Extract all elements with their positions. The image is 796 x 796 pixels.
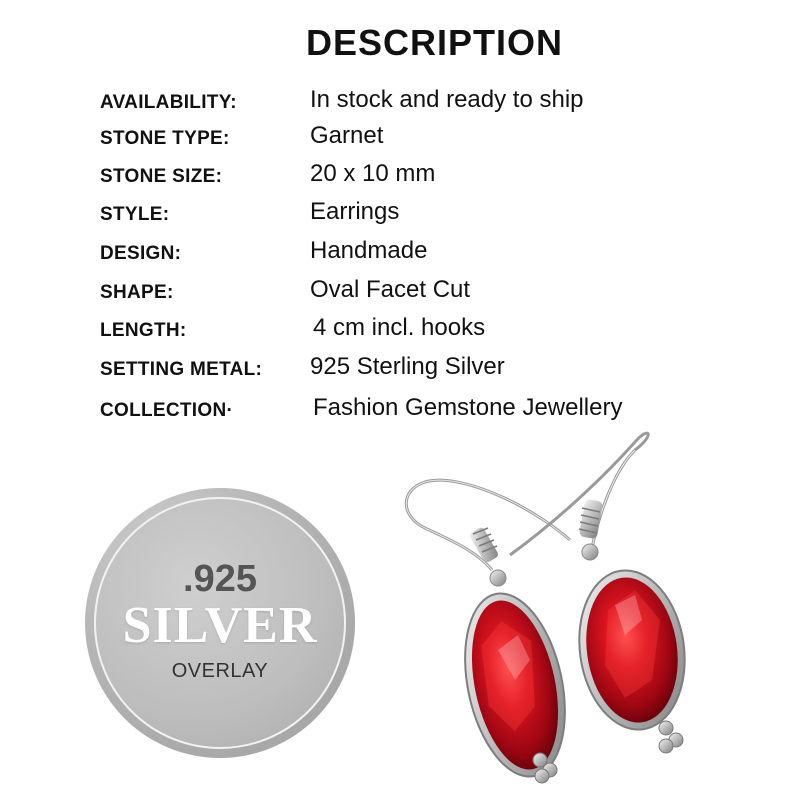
spec-row-stone-size <box>0 160 796 192</box>
spec-label: LENGTH: <box>100 320 187 341</box>
left-earring <box>406 480 580 786</box>
spec-value: 4 cm incl. hooks <box>313 314 486 341</box>
earrings-photo <box>380 430 710 790</box>
spec-label: SETTING METAL: <box>100 359 263 380</box>
spec-row-length <box>0 314 796 346</box>
badge-finish: OVERLAY <box>171 660 269 682</box>
spec-row-shape <box>0 276 796 308</box>
spec-value: Oval Facet Cut <box>310 276 471 303</box>
badge-purity: .925 <box>183 558 257 600</box>
spec-value: Garnet <box>310 122 384 149</box>
spec-value: Handmade <box>310 237 428 264</box>
spec-label: AVAILABILITY: <box>100 92 237 113</box>
spec-row-collection <box>0 394 796 426</box>
spec-label: SHAPE: <box>100 282 174 303</box>
spec-row-design <box>0 237 796 269</box>
badge-metal: SILVER <box>122 597 318 654</box>
spec-label: STONE TYPE: <box>100 128 230 149</box>
spec-label: STYLE: <box>100 204 170 225</box>
spec-value: Fashion Gemstone Jewellery <box>313 394 623 421</box>
spec-row-setting-metal <box>0 353 796 385</box>
silver-overlay-badge <box>85 488 355 758</box>
spec-row-availability <box>0 86 796 118</box>
spec-row-style <box>0 198 796 230</box>
spec-value: 20 x 10 mm <box>310 160 436 187</box>
spec-label: DESIGN: <box>100 243 182 264</box>
spec-value: 925 Sterling Silver <box>310 353 505 380</box>
spec-value: Earrings <box>310 198 400 225</box>
spec-label: COLLECTION· <box>100 400 234 421</box>
spec-value: In stock and ready to ship <box>310 86 584 113</box>
spec-label: STONE SIZE: <box>100 166 223 187</box>
description-title: DESCRIPTION <box>306 22 564 63</box>
spec-row-stone-type <box>0 122 796 154</box>
